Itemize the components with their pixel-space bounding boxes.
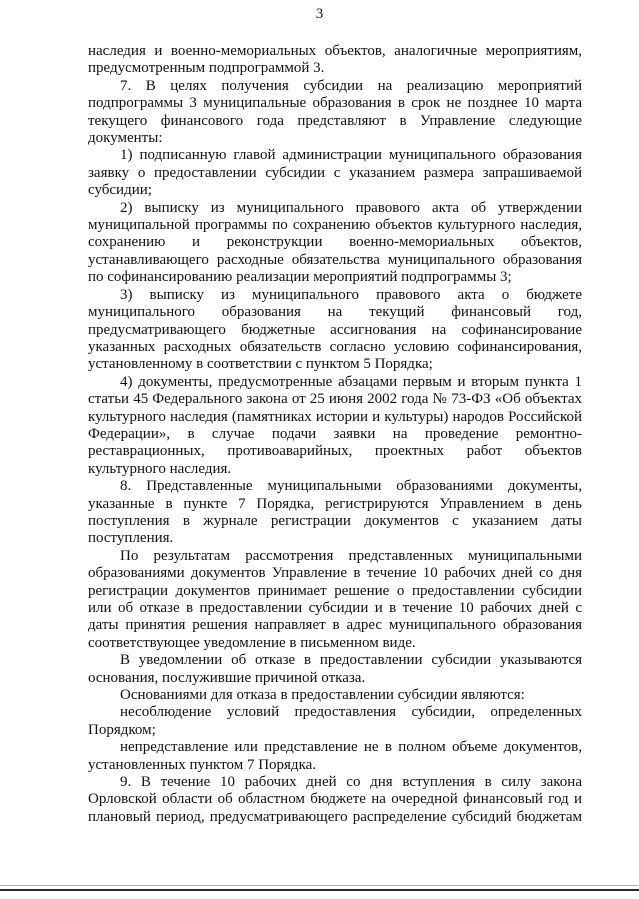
paragraph: непредставление или представление не в полном объеме документов, установленных пунктом 7 Порядка. bbox=[88, 739, 582, 773]
paragraph: 3) выписку из муниципального правового акта о бюджете муниципального образования на текущий финансовый год, предусматривающего бюджетные ассигнования на софинансирование указанных расходных обязательств согласно условию софинансирования, установленному в соответствии с пунктом 5 Порядка; bbox=[88, 286, 582, 373]
paragraph: В уведомлении об отказе в предоставлении субсидии указываются основания, послужившие причиной отказа. bbox=[88, 652, 582, 686]
paragraph: 1) подписанную главой администрации муниципального образования заявку о предоставлении субсидии с указанием размера запрашиваемой субсидии; bbox=[88, 147, 582, 199]
paragraph: 2) выписку из муниципального правового акта об утверждении муниципальной программы по сохранению объектов культурного наследия, сохранению и реконструкции военно-мемориальных объектов, устанавливающего расходные обязательства муниципального образования по софинансированию реализации мероприятий подпрограммы 3; bbox=[88, 199, 582, 286]
page-number: 3 bbox=[315, 6, 324, 22]
paragraph: По результатам рассмотрения представленных муниципальными образованиями документов Управление в течение 10 рабочих дней со дня регистрации документов принимает решение о предоставлении субсидии или об отказе в предоставлении субсидии и в течение 10 рабочих дней с даты принятия решения направляет в адрес муниципального образования соответствующее уведомление в письменном виде. bbox=[88, 547, 582, 651]
scan-edge-line bbox=[0, 889, 639, 891]
paragraph: 4) документы, предусмотренные абзацами первым и вторым пункта 1 статьи 45 Федерального закона от 25 июня 2002 года № 73-ФЗ «Об объектах культурного наследия (памятниках истории и культуры) народов Российской Федерации», в случае подачи заявки на проведение ремонтно-реставрационных, противоаварийных, проектных работ объектов культурного наследия. bbox=[88, 373, 582, 477]
paragraph: несоблюдение условий предоставления субсидии, определенных Порядком; bbox=[88, 704, 582, 738]
paragraph: Основаниями для отказа в предоставлении субсидии являются: bbox=[120, 687, 525, 704]
paragraph: 9. В течение 10 рабочих дней со дня вступления в силу закона Орловской области об областном бюджете на очередной финансовый год и плановый период, предусматривающего распределение субсидий бюджетам bbox=[88, 774, 582, 825]
paragraph: наследия и военно-мемориальных объектов, аналогичные мероприятиям, предусмотренным подпрограммой 3. bbox=[88, 43, 582, 77]
paragraph: 8. Представленные муниципальными образованиями документы, указанные в пункте 7 Порядка, регистрируются Управлением в день поступления в журнале регистрации документов с указанием даты поступления. bbox=[88, 478, 582, 547]
document-body bbox=[88, 43, 582, 826]
scan-edge-line-faint bbox=[0, 885, 639, 886]
paragraph: 7. В целях получения субсидии на реализацию мероприятий подпрограммы 3 муниципальные образования в срок не позднее 10 марта текущего финансового года представляют в Управление следующие документы: bbox=[88, 77, 582, 147]
